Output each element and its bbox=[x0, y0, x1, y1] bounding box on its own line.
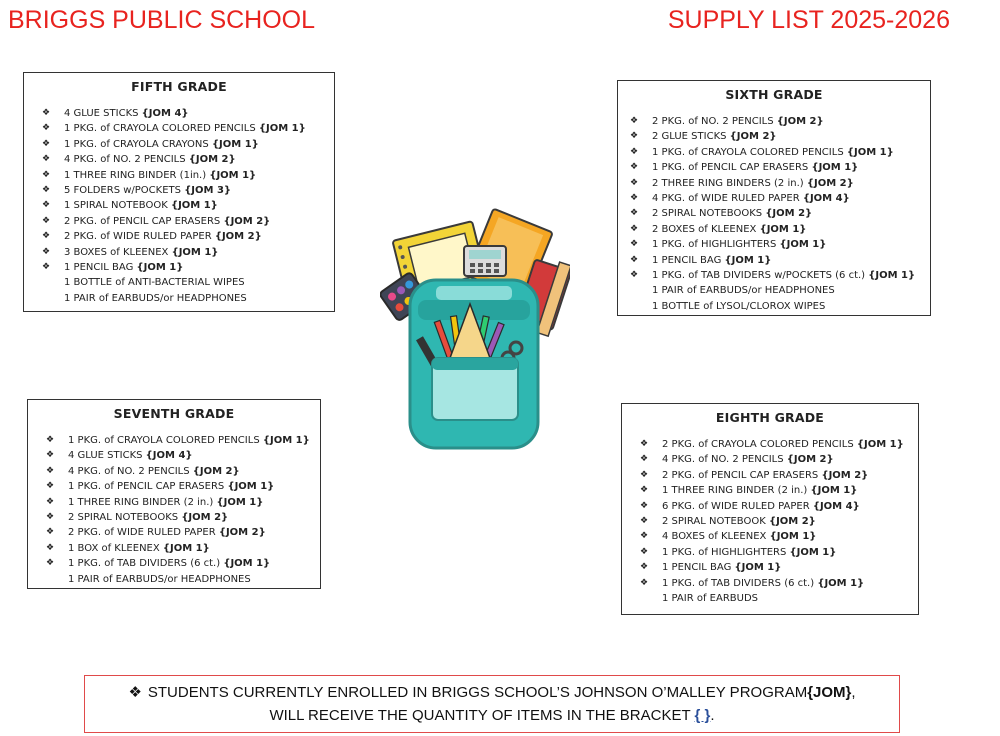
jom-quantity: {JOM 1} bbox=[724, 254, 772, 266]
supply-item bbox=[632, 514, 908, 529]
supply-item bbox=[628, 268, 920, 283]
diamond-bullet-icon: ❖ bbox=[46, 512, 55, 523]
jom-note-comma: , bbox=[851, 684, 856, 701]
seventh-grade-box bbox=[27, 399, 321, 589]
jom-quantity: {JOM 1} bbox=[262, 435, 310, 446]
jom-note-line2 bbox=[85, 704, 899, 727]
diamond-bullet-icon: ❖ bbox=[630, 146, 639, 157]
supply-item bbox=[38, 464, 310, 479]
sixth-grade-list bbox=[628, 114, 920, 314]
sixth-grade-heading: SIXTH GRADE bbox=[725, 87, 823, 102]
supply-item bbox=[628, 237, 920, 252]
jom-note-period: . bbox=[710, 707, 715, 724]
supply-item bbox=[628, 145, 920, 160]
supply-item-text: 2 PKG. of NO. 2 PENCILS bbox=[652, 116, 774, 127]
supply-item bbox=[628, 114, 920, 129]
supply-item-text: 1 PAIR of EARBUDS/or HEADPHONES bbox=[652, 285, 835, 297]
diamond-bullet-icon: ❖ bbox=[640, 562, 649, 573]
supply-item bbox=[628, 176, 920, 191]
supply-item-text: 2 GLUE STICKS bbox=[652, 131, 727, 143]
diamond-bullet-icon: ❖ bbox=[46, 527, 55, 538]
supply-item bbox=[34, 106, 324, 121]
diamond-bullet-icon: ❖ bbox=[42, 154, 51, 165]
diamond-bullet-icon: ❖ bbox=[630, 254, 639, 265]
bracket-label: { } bbox=[694, 707, 711, 724]
diamond-bullet-icon: ❖ bbox=[46, 465, 55, 476]
supply-item-text: 1 PKG. of HIGHLIGHTERS bbox=[662, 546, 787, 558]
supply-item-text: 3 BOXES of KLEENEX bbox=[64, 246, 169, 258]
supply-item bbox=[34, 260, 324, 275]
supply-item-text: 1 BOTTLE of LYSOL/CLOROX WIPES bbox=[652, 300, 826, 312]
diamond-bullet-icon: ❖ bbox=[42, 108, 51, 118]
jom-quantity: {JOM 1} bbox=[209, 169, 257, 181]
supply-item-text: 5 FOLDERS w/POCKETS bbox=[64, 185, 181, 197]
diamond-bullet-icon: ❖ bbox=[42, 262, 51, 273]
supply-item bbox=[38, 448, 310, 463]
supply-item-text: 1 PKG. of CRAYOLA COLORED PENCILS bbox=[64, 123, 256, 135]
jom-quantity: {JOM 1} bbox=[846, 146, 894, 158]
supply-item-text: 1 THREE RING BINDER (2 in.) bbox=[68, 496, 214, 508]
supply-item-text: 1 PKG. of CRAYOLA COLORED PENCILS bbox=[68, 435, 260, 446]
jom-quantity: {JOM 1} bbox=[769, 531, 817, 543]
eighth-grade-box bbox=[621, 403, 919, 615]
supply-item bbox=[34, 245, 324, 260]
jom-quantity: {JOM 1} bbox=[171, 246, 219, 258]
supply-item-text: 1 PKG. of PENCIL CAP ERASERS bbox=[68, 481, 225, 493]
supply-item-text: 2 SPIRAL NOTEBOOK bbox=[662, 516, 766, 528]
fifth-grade-box bbox=[23, 72, 335, 312]
jom-quantity: {JOM 1} bbox=[170, 200, 218, 212]
diamond-bullet-icon: ❖ bbox=[630, 223, 639, 234]
diamond-bullet-icon: ❖ bbox=[46, 542, 55, 553]
supply-item-text: 4 GLUE STICKS bbox=[64, 108, 139, 119]
supply-item bbox=[34, 152, 324, 167]
jom-quantity: {JOM 1} bbox=[868, 270, 916, 282]
jom-quantity: {JOM 1} bbox=[227, 481, 275, 493]
supply-item-text: 1 PKG. of TAB DIVIDERS (6 ct.) bbox=[662, 577, 815, 589]
jom-quantity: {JOM 2} bbox=[218, 527, 266, 539]
supply-item bbox=[38, 541, 310, 556]
jom-quantity: {JOM 1} bbox=[211, 138, 259, 150]
diamond-bullet-icon: ❖ bbox=[46, 450, 55, 461]
supply-item-text: 1 PAIR of EARBUDS/or HEADPHONES bbox=[64, 292, 247, 304]
diamond-bullet-icon: ❖ bbox=[640, 500, 649, 511]
supply-item-text: 4 PKG. of NO. 2 PENCILS bbox=[662, 454, 784, 466]
jom-quantity: {JOM 4} bbox=[145, 450, 193, 462]
diamond-bullet-icon: ❖ bbox=[42, 123, 51, 134]
jom-quantity: {JOM 1} bbox=[810, 485, 858, 497]
supply-item bbox=[632, 437, 908, 452]
supply-item bbox=[632, 499, 908, 514]
supply-item-text: 4 GLUE STICKS bbox=[68, 450, 143, 462]
jom-quantity: {JOM 1} bbox=[811, 162, 859, 174]
jom-quantity: {JOM 1} bbox=[734, 562, 782, 574]
eighth-grade-heading: EIGHTH GRADE bbox=[715, 410, 825, 425]
supply-item bbox=[38, 556, 310, 571]
jom-quantity: {JOM 1} bbox=[216, 496, 264, 508]
jom-quantity: {JOM 2} bbox=[765, 208, 813, 220]
supply-item bbox=[632, 468, 908, 483]
supply-item bbox=[632, 483, 908, 498]
supply-item bbox=[628, 283, 920, 298]
jom-quantity: {JOM 2} bbox=[214, 231, 262, 243]
supply-item-text: 1 BOX of KLEENEX bbox=[68, 542, 160, 554]
supply-item bbox=[628, 222, 920, 237]
jom-quantity: {JOM 4} bbox=[812, 500, 860, 512]
supply-item-text: 1 PENCIL BAG bbox=[64, 262, 134, 274]
diamond-bullet-icon: ❖ bbox=[640, 485, 649, 496]
diamond-bullet-icon: ❖ bbox=[630, 208, 639, 219]
diamond-bullet-icon: ❖ bbox=[640, 531, 649, 542]
supply-item-text: 4 PKG. of NO. 2 PENCILS bbox=[68, 465, 190, 477]
supply-item bbox=[34, 137, 324, 152]
jom-quantity: {JOM 1} bbox=[258, 123, 306, 135]
eighth-grade-list bbox=[632, 437, 908, 606]
jom-quantity: {JOM 2} bbox=[786, 454, 834, 466]
supply-item bbox=[632, 591, 908, 606]
supply-item-text: 1 PKG. of PENCIL CAP ERASERS bbox=[652, 162, 809, 174]
jom-quantity: {JOM 2} bbox=[223, 215, 271, 227]
supply-item bbox=[34, 229, 324, 244]
supply-item bbox=[38, 510, 310, 525]
supply-item bbox=[628, 206, 920, 221]
diamond-bullet-icon: ❖ bbox=[630, 193, 639, 204]
supply-item-text: 1 THREE RING BINDER (2 in.) bbox=[662, 485, 808, 497]
diamond-bullet-icon: ❖ bbox=[630, 162, 639, 173]
jom-quantity: {JOM 3} bbox=[184, 185, 232, 197]
jom-quantity: {JOM 2} bbox=[768, 516, 816, 528]
supply-item-text: 1 PKG. of TAB DIVIDERS (6 ct.) bbox=[68, 558, 221, 570]
diamond-bullet-icon: ❖ bbox=[46, 481, 55, 492]
diamond-bullet-icon: ❖ bbox=[46, 435, 55, 445]
jom-note-text2: WILL RECEIVE THE QUANTITY OF ITEMS IN THE BRACKET bbox=[269, 707, 691, 724]
jom-quantity: {JOM 4} bbox=[802, 193, 850, 205]
jom-quantity: {JOM 1} bbox=[817, 577, 865, 589]
jom-quantity: {JOM 2} bbox=[806, 177, 854, 189]
backpack-supplies-icon bbox=[380, 208, 570, 458]
jom-quantity: {JOM 1} bbox=[136, 262, 184, 274]
supply-item bbox=[38, 525, 310, 540]
supply-item bbox=[632, 452, 908, 467]
jom-quantity: {JOM 1} bbox=[789, 546, 837, 558]
diamond-bullet-icon: ❖ bbox=[42, 169, 51, 180]
supply-item bbox=[34, 121, 324, 136]
supply-item-text: 1 PKG. of CRAYOLA COLORED PENCILS bbox=[652, 146, 844, 158]
diamond-bullet-icon: ❖ bbox=[42, 185, 51, 196]
supply-item-text: 4 BOXES of KLEENEX bbox=[662, 531, 767, 543]
supply-item-text: 1 PAIR of EARBUDS bbox=[662, 593, 759, 605]
supply-item bbox=[34, 183, 324, 198]
jom-quantity: {JOM 1} bbox=[223, 558, 271, 570]
supply-item bbox=[34, 275, 324, 290]
supply-item-text: 2 PKG. of PENCIL CAP ERASERS bbox=[662, 469, 819, 481]
supply-item-text: 1 PKG. of CRAYOLA CRAYONS bbox=[64, 138, 209, 150]
school-name-title: BRIGGS PUBLIC SCHOOL bbox=[8, 6, 316, 34]
supply-item-text: 1 PAIR of EARBUDS/or HEADPHONES bbox=[68, 573, 251, 585]
supply-item-text: 1 PENCIL BAG bbox=[662, 562, 732, 574]
diamond-bullet-icon: ❖ bbox=[42, 231, 51, 242]
supply-item-text: 1 PKG. of TAB DIVIDERS w/POCKETS (6 ct.) bbox=[652, 270, 866, 282]
diamond-bullet-icon: ❖ bbox=[640, 439, 649, 449]
supply-item-text: 1 THREE RING BINDER (1in.) bbox=[64, 169, 207, 181]
diamond-bullet-icon: ❖ bbox=[46, 558, 55, 569]
diamond-bullet-icon: ❖ bbox=[46, 496, 55, 507]
jom-note-box bbox=[84, 675, 900, 733]
supply-item bbox=[38, 495, 310, 510]
diamond-bullet-icon: ❖ bbox=[42, 138, 51, 149]
diamond-bullet-icon: ❖ bbox=[630, 116, 639, 126]
diamond-bullet-icon: ❖ bbox=[640, 454, 649, 465]
supply-item bbox=[628, 160, 920, 175]
diamond-bullet-icon: ❖ bbox=[128, 684, 142, 701]
diamond-bullet-icon: ❖ bbox=[630, 131, 639, 142]
supply-item-text: 4 PKG. of NO. 2 PENCILS bbox=[64, 154, 186, 166]
supply-item-text: 4 PKG. of WIDE RULED PAPER bbox=[652, 193, 800, 205]
jom-quantity: {JOM 1} bbox=[162, 542, 210, 554]
supply-item bbox=[628, 129, 920, 144]
supply-item bbox=[632, 529, 908, 544]
jom-quantity: {JOM 2} bbox=[821, 469, 869, 481]
diamond-bullet-icon: ❖ bbox=[640, 546, 649, 557]
diamond-bullet-icon: ❖ bbox=[42, 215, 51, 226]
supply-item-text: 2 SPIRAL NOTEBOOKS bbox=[68, 512, 179, 524]
supply-item bbox=[632, 560, 908, 575]
supply-item-text: 1 SPIRAL NOTEBOOK bbox=[64, 200, 168, 212]
supply-item bbox=[38, 479, 310, 494]
supply-item-text: 2 THREE RING BINDERS (2 in.) bbox=[652, 177, 804, 189]
supply-item-text: 1 PENCIL BAG bbox=[652, 254, 722, 266]
supply-item-text: 2 PKG. of WIDE RULED PAPER bbox=[68, 527, 216, 539]
jom-quantity: {JOM 2} bbox=[192, 465, 240, 477]
jom-quantity: {JOM 1} bbox=[779, 239, 827, 251]
jom-note-text1: STUDENTS CURRENTLY ENROLLED IN BRIGGS SCHOOL’S JOHNSON O’MALLEY PROGRAM bbox=[147, 684, 808, 701]
supply-item-text: 2 PKG. of WIDE RULED PAPER bbox=[64, 231, 212, 243]
diamond-bullet-icon: ❖ bbox=[42, 246, 51, 257]
supply-item bbox=[34, 214, 324, 229]
jom-quantity: {JOM 2} bbox=[188, 154, 236, 166]
diamond-bullet-icon: ❖ bbox=[630, 270, 639, 281]
supply-item bbox=[628, 253, 920, 268]
diamond-bullet-icon: ❖ bbox=[640, 516, 649, 527]
supply-item bbox=[38, 572, 310, 587]
sixth-grade-box bbox=[617, 80, 931, 316]
seventh-grade-list bbox=[38, 433, 310, 587]
diamond-bullet-icon: ❖ bbox=[42, 200, 51, 211]
jom-quantity: {JOM 1} bbox=[759, 223, 807, 235]
jom-label: {JOM} bbox=[807, 684, 852, 701]
supply-item-text: 1 PKG. of HIGHLIGHTERS bbox=[652, 239, 777, 251]
fifth-grade-list bbox=[34, 106, 324, 306]
supply-item-text: 1 BOTTLE of ANTI-BACTERIAL WIPES bbox=[64, 277, 245, 289]
supply-item bbox=[34, 198, 324, 213]
supply-item bbox=[34, 168, 324, 183]
jom-quantity: {JOM 4} bbox=[141, 108, 189, 119]
jom-note-line1 bbox=[85, 681, 899, 704]
jom-quantity: {JOM 2} bbox=[776, 116, 824, 127]
jom-quantity: {JOM 2} bbox=[729, 131, 777, 143]
supply-item bbox=[38, 433, 310, 448]
supply-item bbox=[632, 576, 908, 591]
supply-item-text: 6 PKG. of WIDE RULED PAPER bbox=[662, 500, 810, 512]
supply-item bbox=[632, 545, 908, 560]
jom-quantity: {JOM 1} bbox=[856, 439, 904, 450]
jom-quantity: {JOM 2} bbox=[181, 512, 229, 524]
fifth-grade-heading: FIFTH GRADE bbox=[131, 79, 227, 94]
supply-item-text: 2 SPIRAL NOTEBOOKS bbox=[652, 208, 763, 220]
supply-list-title: SUPPLY LIST 2025-2026 bbox=[667, 6, 950, 34]
supply-item-text: 2 PKG. of CRAYOLA COLORED PENCILS bbox=[662, 439, 854, 450]
diamond-bullet-icon: ❖ bbox=[630, 177, 639, 188]
supply-item bbox=[628, 191, 920, 206]
supply-item bbox=[628, 299, 920, 314]
seventh-grade-heading: SEVENTH GRADE bbox=[113, 406, 235, 421]
diamond-bullet-icon: ❖ bbox=[640, 469, 649, 480]
supply-item bbox=[34, 291, 324, 306]
diamond-bullet-icon: ❖ bbox=[630, 239, 639, 250]
supply-item-text: 2 PKG. of PENCIL CAP ERASERS bbox=[64, 215, 221, 227]
supply-item-text: 2 BOXES of KLEENEX bbox=[652, 223, 757, 235]
diamond-bullet-icon: ❖ bbox=[640, 577, 649, 588]
